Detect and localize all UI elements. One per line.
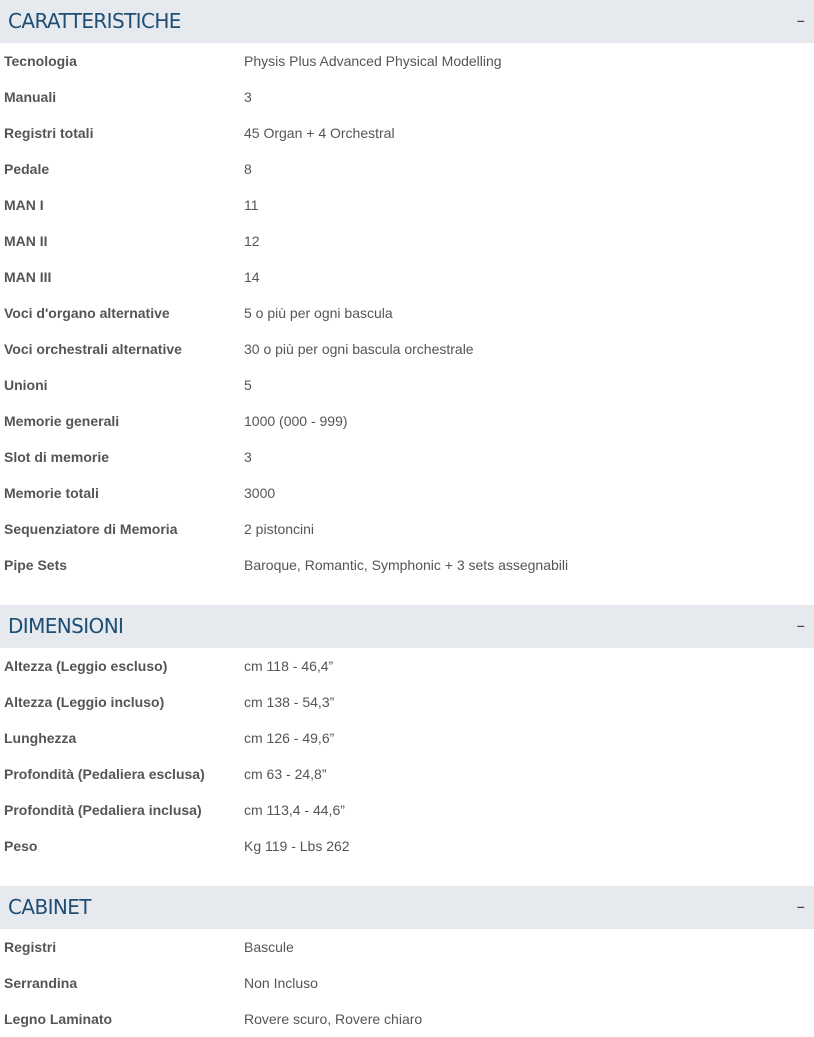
spec-label: Memorie generali — [4, 413, 120, 429]
spec-value: 5 — [244, 377, 252, 393]
spec-label: Legno Laminato — [4, 1011, 113, 1027]
spec-row — [0, 403, 814, 439]
spec-value: cm 113,4 - 44,6” — [244, 802, 345, 818]
spec-label: Lunghezza — [4, 730, 77, 746]
spec-label: MAN III — [4, 269, 52, 285]
section-title: CARATTERISTICHE — [8, 9, 181, 33]
spec-row — [0, 187, 814, 223]
spec-value: 3 — [244, 89, 252, 105]
spec-row — [0, 295, 814, 331]
section-spacer — [0, 583, 814, 605]
spec-label: Serrandina — [4, 975, 78, 991]
spec-value: Rovere scuro, Rovere chiaro — [244, 1011, 423, 1027]
section-header[interactable] — [0, 886, 814, 929]
spec-label: Profondità (Pedaliera inclusa) — [4, 802, 202, 818]
spec-value: 14 — [244, 269, 260, 285]
spec-row — [0, 439, 814, 475]
section-title: DIMENSIONI — [8, 614, 124, 638]
spec-value: Physis Plus Advanced Physical Modelling — [244, 53, 502, 69]
spec-label: Altezza (Leggio escluso) — [4, 658, 168, 674]
spec-label: Pedale — [4, 161, 50, 177]
spec-row — [0, 151, 814, 187]
spec-label: Registri — [4, 939, 57, 955]
spec-row — [0, 331, 814, 367]
spec-value: cm 126 - 49,6” — [244, 730, 335, 746]
spec-label: Memorie totali — [4, 485, 99, 501]
spec-label: Unioni — [4, 377, 48, 393]
spec-value: 12 — [244, 233, 260, 249]
spec-label: MAN II — [4, 233, 48, 249]
spec-row — [0, 43, 814, 79]
spec-row — [0, 720, 814, 756]
spec-value: 2 pistoncini — [244, 521, 315, 537]
spec-value: 5 o più per ogni bascula — [244, 305, 393, 321]
spec-label: Registri totali — [4, 125, 94, 141]
spec-value: 3 — [244, 449, 252, 465]
spec-label: Pipe Sets — [4, 557, 68, 573]
spec-value: 8 — [244, 161, 252, 177]
spec-row — [0, 929, 814, 965]
spec-value: cm 118 - 46,4” — [244, 658, 334, 674]
spec-label: Sequenziatore di Memoria — [4, 521, 178, 537]
spec-row — [0, 828, 814, 864]
spec-row — [0, 756, 814, 792]
spec-label: Peso — [4, 838, 38, 854]
spec-row — [0, 115, 814, 151]
spec-label: Profondità (Pedaliera esclusa) — [4, 766, 205, 782]
spec-table — [0, 929, 814, 1037]
spec-value: cm 63 - 24,8” — [244, 766, 327, 782]
spec-label: Voci orchestrali alternative — [4, 341, 182, 357]
spec-label: Altezza (Leggio incluso) — [4, 694, 165, 710]
section-header[interactable] — [0, 605, 814, 648]
collapse-icon[interactable]: – — [796, 616, 805, 636]
spec-label: Slot di memorie — [4, 449, 110, 465]
spec-row — [0, 648, 814, 684]
spec-row — [0, 547, 814, 583]
spec-value: Non Incluso — [244, 975, 318, 991]
spec-value: 3000 — [244, 485, 276, 501]
spec-value: cm 138 - 54,3” — [244, 694, 335, 710]
spec-value: 1000 (000 - 999) — [244, 413, 348, 429]
spec-value: Bascule — [244, 939, 294, 955]
spec-value: 30 o più per ogni bascula orchestrale — [244, 341, 474, 357]
spec-value: Kg 119 - Lbs 262 — [244, 838, 350, 854]
spec-row — [0, 684, 814, 720]
section-cabinet — [0, 886, 814, 1037]
collapse-icon[interactable]: – — [796, 11, 805, 31]
spec-table — [0, 648, 814, 864]
spec-value: 11 — [244, 197, 259, 213]
section-header[interactable] — [0, 0, 814, 43]
section-title: CABINET — [8, 895, 91, 919]
section-spacer — [0, 864, 814, 886]
spec-value: Baroque, Romantic, Symphonic + 3 sets assegnabili — [244, 557, 569, 573]
spec-label: MAN I — [4, 197, 44, 213]
spec-row — [0, 475, 814, 511]
spec-label: Manuali — [4, 89, 57, 105]
section-dimensioni — [0, 605, 814, 864]
spec-row — [0, 367, 814, 403]
spec-row — [0, 511, 814, 547]
spec-label: Tecnologia — [4, 53, 77, 69]
spec-row — [0, 223, 814, 259]
collapse-icon[interactable]: – — [796, 897, 805, 917]
spec-row — [0, 792, 814, 828]
spec-label: Voci d'organo alternative — [4, 305, 170, 321]
spec-row — [0, 965, 814, 1001]
spec-value: 45 Organ + 4 Orchestral — [244, 125, 395, 141]
spec-table — [0, 43, 814, 583]
spec-row — [0, 79, 814, 115]
spec-row — [0, 1001, 814, 1037]
spec-row — [0, 259, 814, 295]
